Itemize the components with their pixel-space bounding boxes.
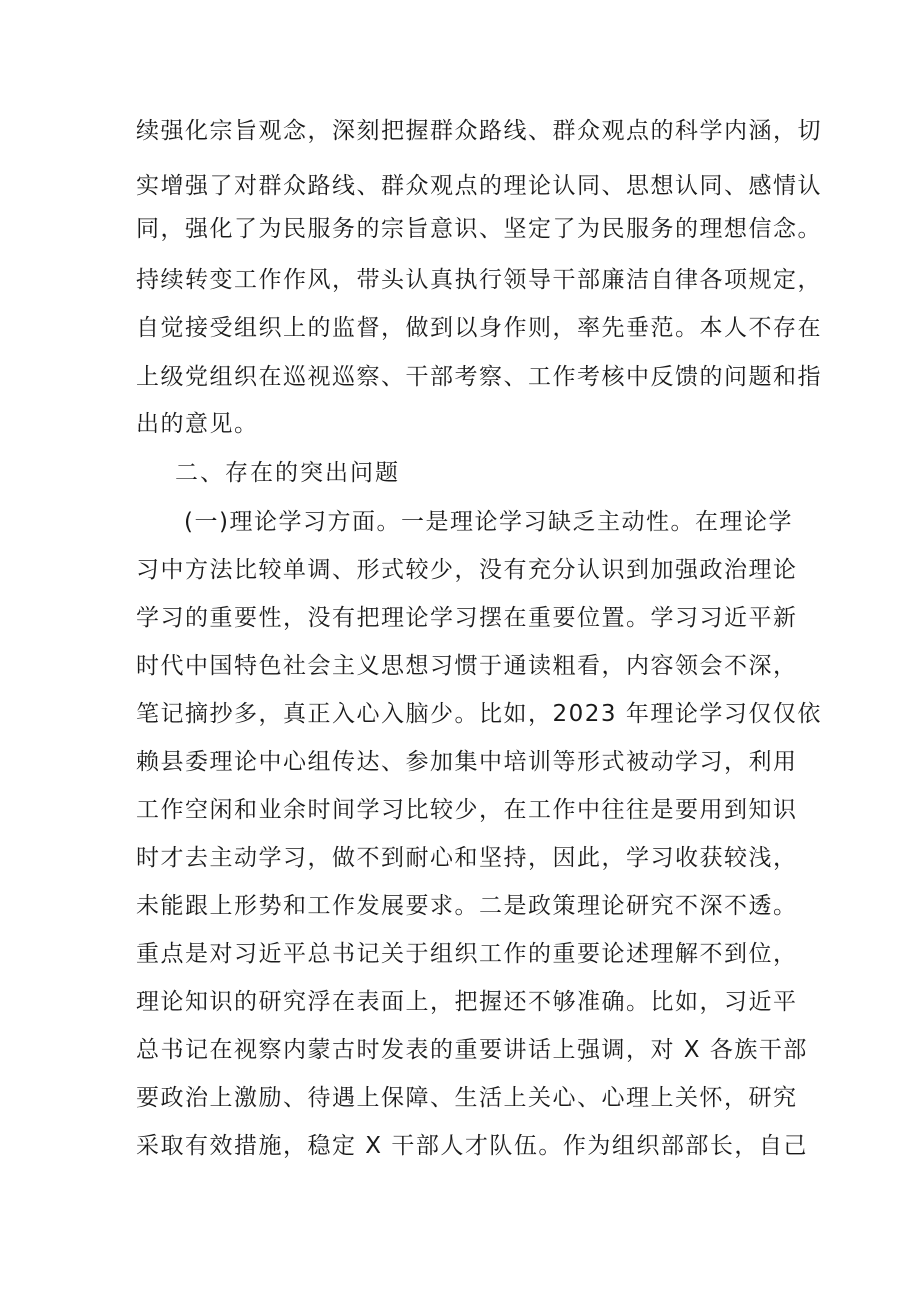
- paragraph-line: 笔记摘抄多，真正入心入脑少。比如，2023 年理论学习仅仅依: [136, 701, 822, 727]
- paragraph-line: 上级党组织在巡视巡察、干部考察、工作考核中反馈的问题和指: [136, 364, 822, 390]
- paragraph-line: 工作空闲和业余时间学习比较少，在工作中往往是要用到知识: [136, 797, 798, 823]
- paragraph-line: 赖县委理论中心组传达、参加集中培训等形式被动学习，利用: [136, 749, 798, 775]
- paragraph-line: 出的意见。: [136, 411, 259, 437]
- paragraph-line: (一)理论学习方面。一是理论学习缺乏主动性。在理论学: [184, 509, 793, 535]
- paragraph-line: 续强化宗旨观念，深刻把握群众路线、群众观点的科学内涵，切: [136, 118, 822, 144]
- paragraph-line: 总书记在视察内蒙古时发表的重要讲话上强调，对 X 各族干部: [136, 1037, 808, 1063]
- paragraph-line: 同，强化了为民服务的宗旨意识、坚定了为民服务的理想信念。: [136, 216, 822, 242]
- paragraph-line: 重点是对习近平总书记关于组织工作的重要论述理解不到位，: [136, 941, 798, 967]
- paragraph-line: 自觉接受组织上的监督，做到以身作则，率先垂范。本人不存在: [136, 315, 822, 341]
- paragraph-line: 采取有效措施，稳定 X 干部人才队伍。作为组织部部长，自己: [136, 1133, 808, 1159]
- paragraph-line: 理论知识的研究浮在表面上，把握还不够准确。比如，习近平: [136, 989, 798, 1015]
- paragraph-line: 时才去主动学习，做不到耐心和坚持，因此，学习收获较浅，: [136, 845, 798, 871]
- paragraph-line: 持续转变工作作风，带头认真执行领导干部廉洁自律各项规定，: [136, 267, 822, 293]
- paragraph-line: 习中方法比较单调、形式较少，没有充分认识到加强政治理论: [136, 557, 798, 583]
- paragraph-line: 要政治上激励、待遇上保障、生活上关心、心理上关怀，研究: [136, 1085, 798, 1111]
- section-heading: 二、存在的突出问题: [175, 460, 400, 486]
- paragraph-line: 实增强了对群众路线、群众观点的理论认同、思想认同、感情认: [136, 173, 822, 199]
- paragraph-line: 未能跟上形势和工作发展要求。二是政策理论研究不深不透。: [136, 893, 798, 919]
- paragraph-line: 时代中国特色社会主义思想习惯于通读粗看，内容领会不深，: [136, 653, 798, 679]
- paragraph-line: 学习的重要性，没有把理论学习摆在重要位置。学习习近平新: [136, 605, 798, 631]
